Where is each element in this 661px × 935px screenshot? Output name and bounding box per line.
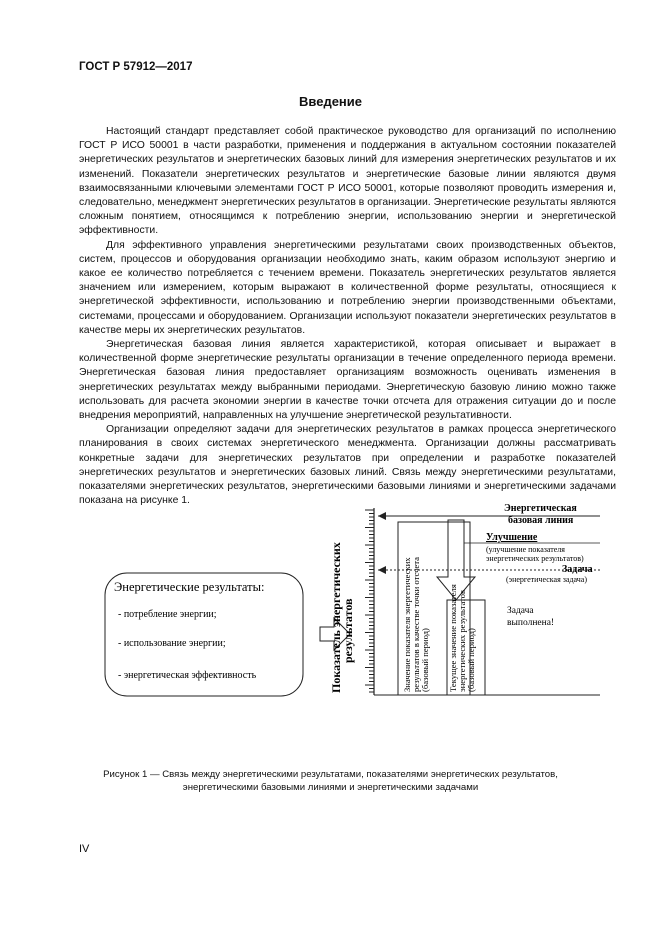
- figure-caption: [0, 768, 661, 794]
- section-title: Введение: [299, 94, 362, 109]
- paragraph: Организации определяют задачи для энергетических результатов в рамках процесса энергетического планирования в своих системах энергетического менеджмента. Организации должны рассматривать конкретные задачи для энергетических результатов при определении и разработке показателей энергетических результатов и энергетических базовых линий. Связь между энергетическими результатами, показателями энергетических результатов, энергетическими базовыми линиями и энергетическими задачами показана на рисунке 1.: [79, 424, 616, 507]
- improvement-note-line1: (улучшение показателя: [486, 545, 565, 554]
- arrow-left-icon: [378, 566, 386, 574]
- bar2-label-line3: (базовый период): [466, 628, 476, 692]
- bar2-label-line2: энергетических результатов: [457, 589, 467, 692]
- baseline-label-line2: базовая линия: [508, 515, 574, 526]
- paragraph: Настоящий стандарт представляет собой практическое руководство для организаций по исполнению ГОСТ Р ИСО 50001 в части разработки, применения и поддержания в актуальном состоянии показателей энергетических результатов и энергетических базовых линий для измерения энергетических результатов и их изменений. Показатели энергетических результатов и энергетические базовые линии являются двумя взаимосвязанными ключевыми элементами ГОСТ Р ИСО 50001, которые позволяют проводить измерения и, следовательно, менеджмент энергетических результатов в организации. Энергетические результаты являются сложным понятием, относящимся к потреблению энергии, использованию энергии и энергетической эффективности.: [79, 126, 616, 237]
- document-number: ГОСТ Р 57912—2017: [79, 61, 193, 73]
- axis-ticks: [365, 510, 374, 692]
- axis-label-line2: результатов: [341, 598, 355, 663]
- axis-label: [329, 539, 355, 693]
- target-label: Задача: [562, 564, 593, 575]
- box-item: - потребление энергии;: [118, 609, 217, 620]
- paragraph: Для эффективного управления энергетическими результатами своих производственных объектов, систем, процессов и оборудования организации необходимо знать, каким образом используют энергию и какое ее количество потребляется с течением времени. Показатель энергетических результатов является значением или измерением, которым выражают в количественной форме результаты, относящиеся к энергетической эффективности, использованию и потреблению энергии производственными объектами, системами, процессами и оборудованием. Организации используют показатели энергетических результатов в качестве меры их энергетических результатов.: [79, 239, 616, 336]
- page-number: IV: [79, 843, 90, 855]
- bar1-label-line1: Значение показателя энергетических: [402, 557, 412, 692]
- bar2-label-line1: Текущее значение показателя: [448, 584, 458, 692]
- axis-label-line1: Показатель энергетических: [329, 542, 343, 693]
- bar2-label: [448, 582, 476, 692]
- caption-line1: Рисунок 1 — Связь между энергетическими результатами, показателями энергетических результатов,: [103, 769, 558, 780]
- box-title: Энергетические результаты:: [114, 580, 265, 594]
- goal-achieved-line1: Задача: [507, 606, 534, 616]
- bar1-label-line2: результатов в качестве точки отсчета: [411, 557, 421, 692]
- box-item: - использование энергии;: [118, 638, 226, 649]
- bar1-label: [402, 555, 430, 692]
- bar1-label-line3: (базовый период): [420, 628, 430, 692]
- improvement-label: Улучшение: [486, 532, 538, 543]
- box-item: - энергетическая эффективность: [118, 670, 257, 681]
- improvement-note-line2: энергетических результатов): [486, 554, 584, 563]
- target-note: (энергетическая задача): [506, 575, 588, 584]
- goal-achieved-label: [507, 606, 554, 628]
- baseline-label-line1: Энергетическая: [504, 503, 577, 514]
- caption-line2: энергетическими базовыми линиями и энергетическими задачами: [182, 782, 479, 793]
- goal-achieved-line2: выполнена!: [507, 618, 555, 628]
- improvement-note: [486, 545, 584, 563]
- baseline-label: [504, 503, 579, 526]
- paragraph: Энергетическая базовая линия является характеристикой, которая описывает и выражает в количественной форме энергетические результаты организации в течение определенного периода времени. Энергетическая базовая линия предоставляет организациям возможность оценивать изменения в энергетических результатах между выбранными периодами. Энергетическую базовую линию можно также использовать для расчета экономии энергии в качестве точки отсчета для отражения ситуации до и после внедрения мероприятий, направленных на улучшение энергетической результативности.: [79, 339, 616, 422]
- arrow-left-icon: [378, 512, 386, 520]
